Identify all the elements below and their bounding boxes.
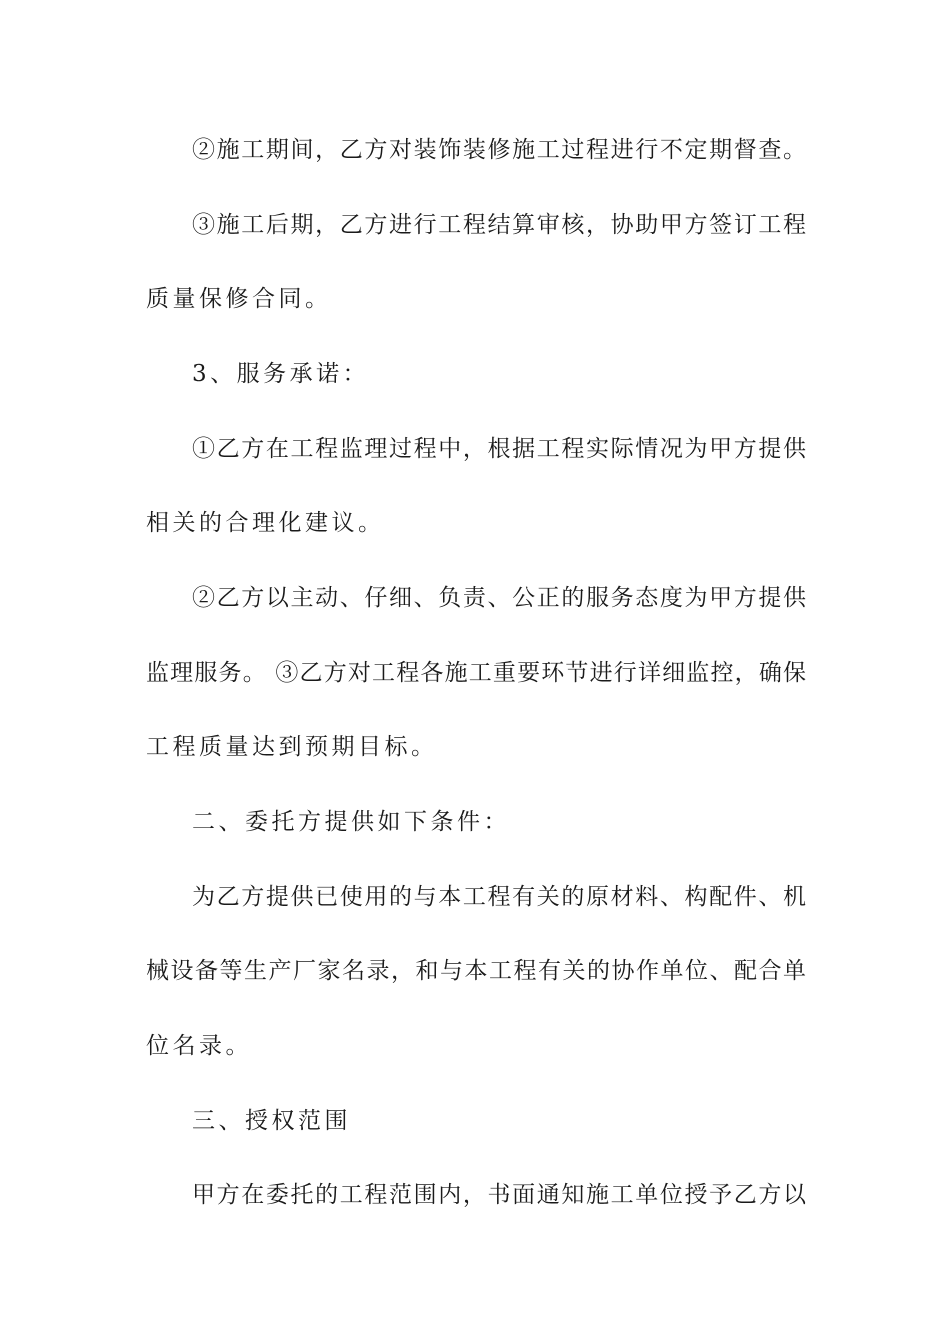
paragraph-line-9: 工程质量达到预期目标。 — [146, 734, 438, 760]
paragraph-line-5: ①乙方在工程监理过程中，根据工程实际情况为甲方提供 — [192, 436, 806, 462]
paragraph-line-2: ③施工后期，乙方进行工程结算审核，协助甲方签订工程 — [192, 212, 806, 238]
paragraph-line-15: 甲方在委托的工程范围内，书面通知施工单位授予乙方以 — [192, 1182, 806, 1208]
paragraph-line-13: 位名录。 — [146, 1033, 252, 1059]
section-heading-service-commitment: 3、服务承诺： — [192, 361, 370, 387]
paragraph-line-3: 质量保修合同。 — [146, 286, 332, 312]
section-heading-client-conditions: 二、委托方提供如下条件： — [192, 809, 510, 835]
paragraph-line-8: 监理服务。 ③乙方对工程各施工重要环节进行详细监控，确保 — [146, 660, 806, 686]
paragraph-line-1: ②施工期间，乙方对装饰装修施工过程进行不定期督查。 — [192, 137, 806, 163]
paragraph-line-12: 械设备等生产厂家名录，和与本工程有关的协作单位、配合单 — [146, 958, 806, 984]
paragraph-line-7: ②乙方以主动、仔细、负责、公正的服务态度为甲方提供 — [192, 585, 806, 611]
paragraph-line-6: 相关的合理化建议。 — [146, 510, 385, 536]
paragraph-line-11: 为乙方提供已使用的与本工程有关的原材料、构配件、机 — [192, 884, 806, 910]
section-heading-authorization-scope: 三、授权范围 — [192, 1108, 351, 1134]
